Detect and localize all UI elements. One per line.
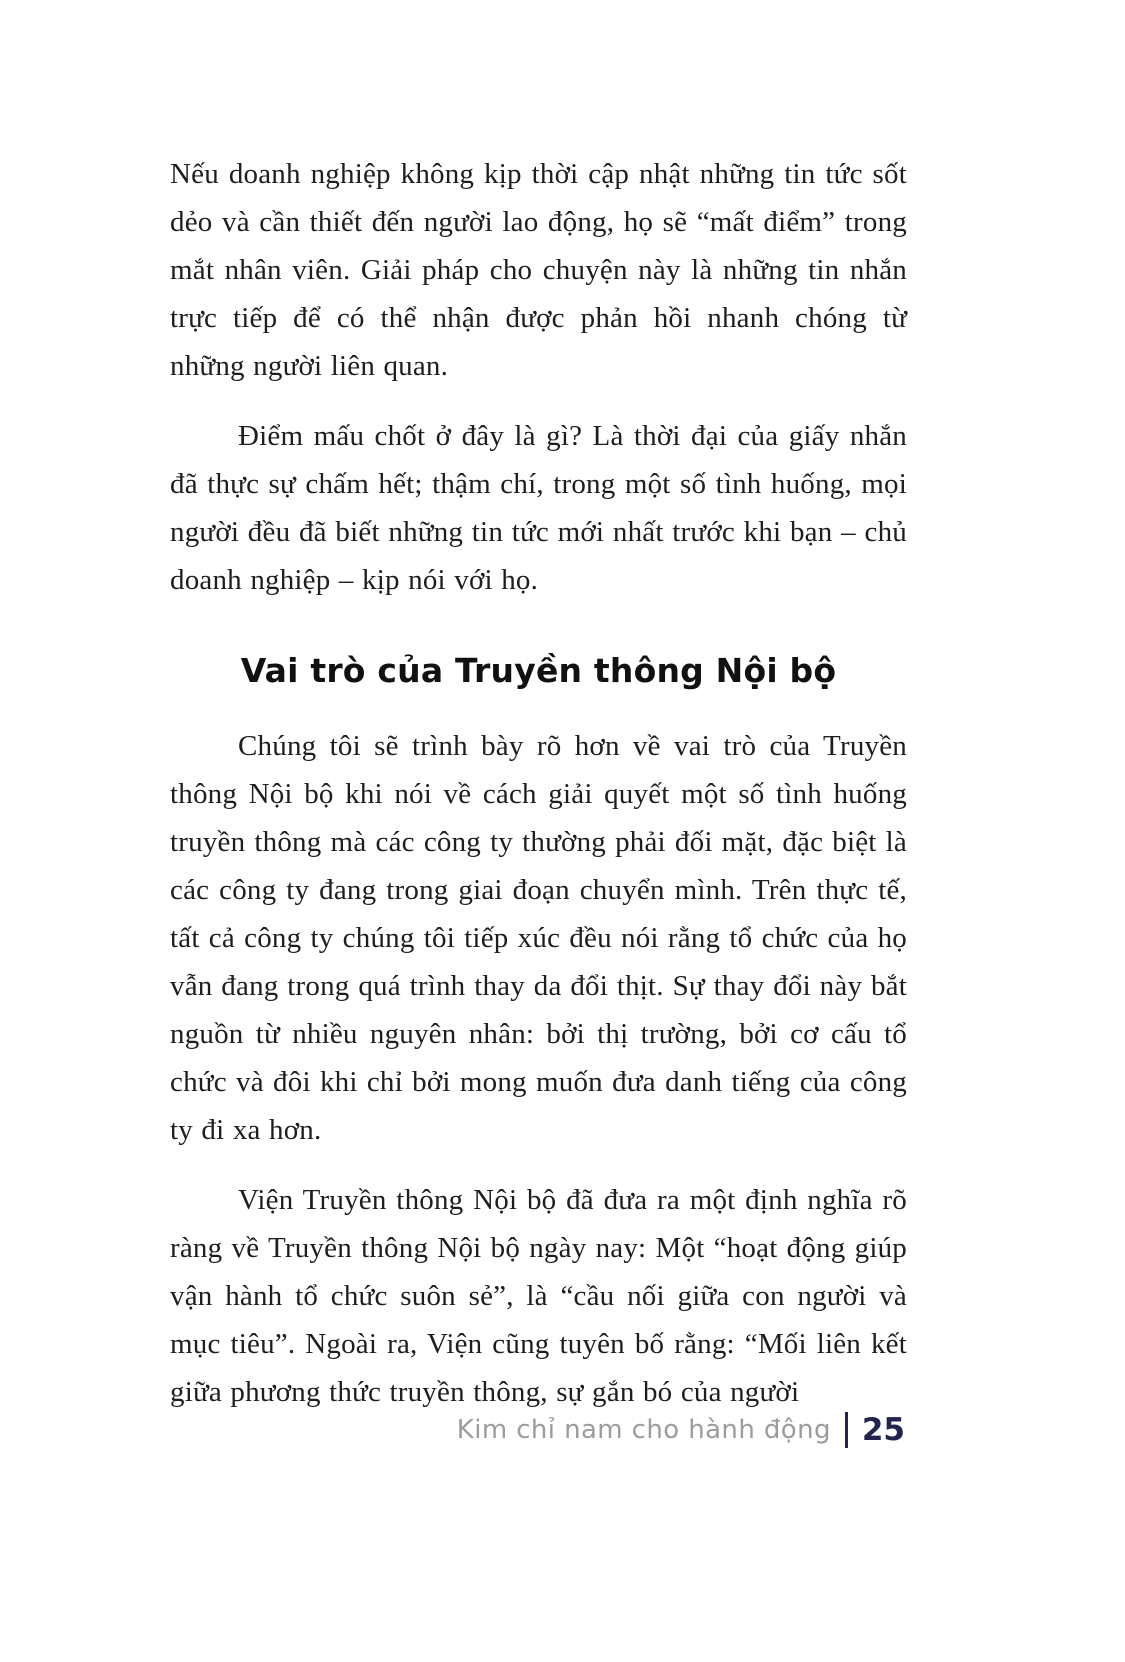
footer-running-title: Kim chỉ nam cho hành động xyxy=(456,1415,831,1445)
paragraph: Viện Truyền thông Nội bộ đã đưa ra một định nghĩa rõ ràng về Truyền thông Nội bộ ngày nay: Một “hoạt động giúp vận hành tổ chức suôn sẻ”, là “cầu nối giữa con người và mục tiêu”. Ngoài ra, Viện cũng tuyên bố rằng: “Mối liên kết giữa phương thức truyền thông, sự gắn bó của người xyxy=(170,1184,907,1408)
paragraph: Nếu doanh nghiệp không kịp thời cập nhật những tin tức sốt dẻo và cần thiết đến người lao động, họ sẽ “mất điểm” trong mắt nhân viên. Giải pháp cho chuyện này là những tin nhắn trực tiếp để có thể nhận được phản hồi nhanh chóng từ những người liên quan. xyxy=(170,158,907,382)
page-number: 25 xyxy=(861,1412,905,1448)
paragraph: Chúng tôi sẽ trình bày rõ hơn về vai trò của Truyền thông Nội bộ khi nói về cách giải quyết một số tình huống truyền thông mà các công ty thường phải đối mặt, đặc biệt là các công ty đang trong giai đoạn chuyển mình. Trên thực tế, tất cả công ty chúng tôi tiếp xúc đều nói rằng tổ chức của họ vẫn đang trong quá trình thay da đổi thịt. Sự thay đổi này bắt nguồn từ nhiều nguyên nhân: bởi thị trường, bởi cơ cấu tổ chức và đôi khi chỉ bởi mong muốn đưa danh tiếng của công ty đi xa hơn. xyxy=(170,730,907,1146)
paragraph: Điểm mấu chốt ở đây là gì? Là thời đại của giấy nhắn đã thực sự chấm hết; thậm chí, trong một số tình huống, mọi người đều đã biết những tin tức mới nhất trước khi bạn – chủ doanh nghiệp – kịp nói với họ. xyxy=(170,420,907,596)
page-footer xyxy=(457,1412,905,1448)
footer-separator xyxy=(845,1412,848,1448)
page-content xyxy=(170,150,907,1438)
section-heading: Vai trò của Truyền thông Nội bộ xyxy=(240,651,837,690)
